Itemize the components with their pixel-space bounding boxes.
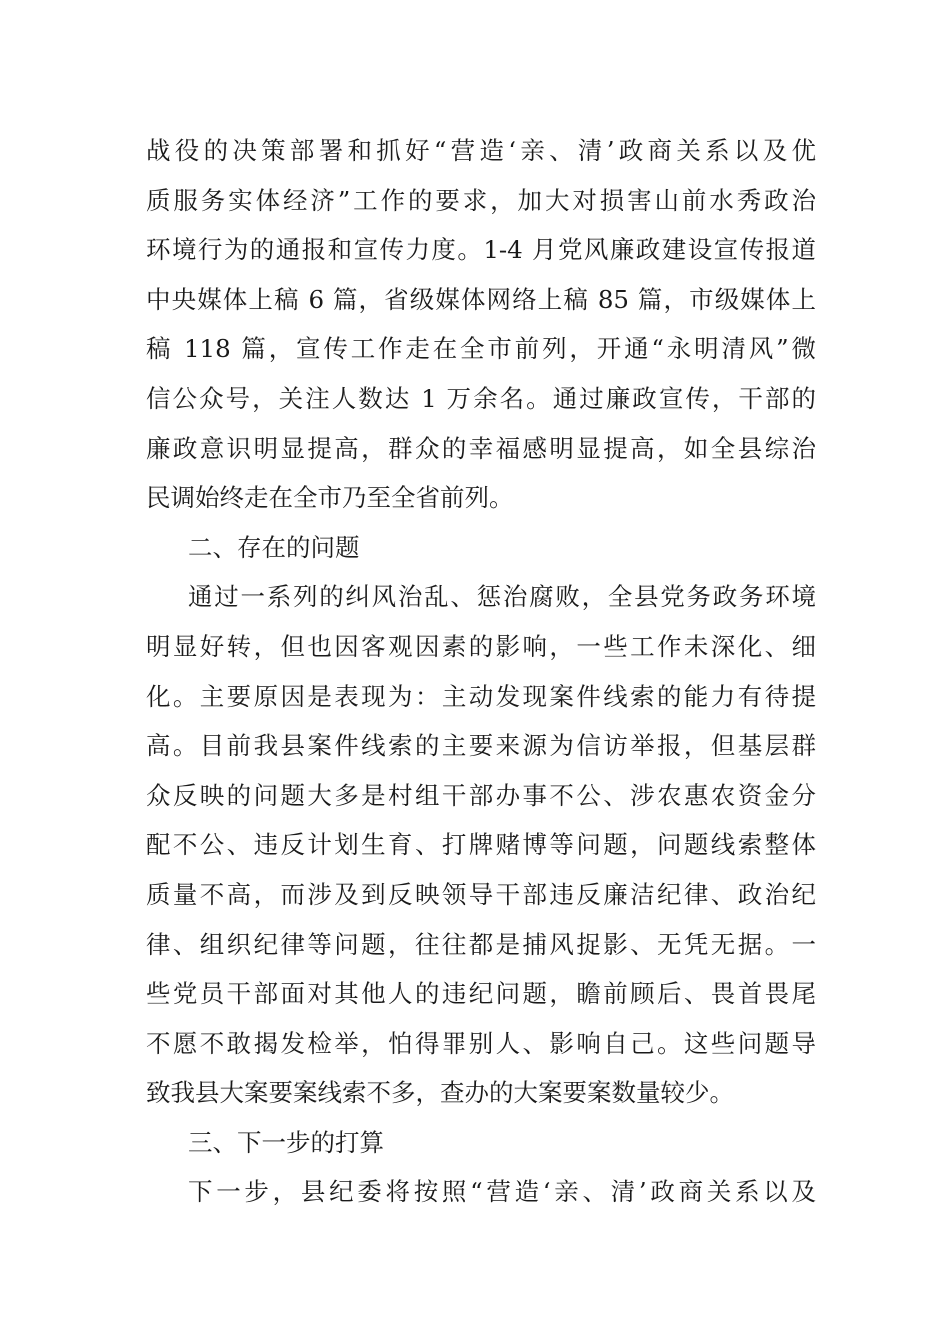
- paragraph-line: 民调始终走在全市乃至全省前列。: [146, 483, 514, 513]
- paragraph-line: 质量不高，而涉及到反映领导干部违反廉洁纪律、政治纪: [146, 879, 816, 909]
- paragraph-line: 通过一系列的纠风治乱、惩治腐败，全县党务政务环境: [188, 582, 816, 612]
- paragraph-line: 高。目前我县案件线索的主要来源为信访举报，但基层群: [146, 731, 816, 761]
- section-heading-problems: 二、存在的问题: [188, 532, 360, 562]
- paragraph-line: 律、组织纪律等问题，往往都是捕风捉影、无凭无据。一: [146, 929, 816, 959]
- paragraph-line: 廉政意识明显提高，群众的幸福感明显提高，如全县综治: [146, 433, 816, 463]
- paragraph-line: 稿 118 篇，宣传工作走在全市前列，开通“永明清风”微: [146, 334, 816, 364]
- paragraph-line: 质服务实体经济”工作的要求，加大对损害山前水秀政治: [146, 185, 816, 215]
- paragraph-line: 明显好转，但也因客观因素的影响，一些工作未深化、细: [146, 631, 816, 661]
- paragraph-line: 中央媒体上稿 6 篇，省级媒体网络上稿 85 篇，市级媒体上: [146, 284, 816, 314]
- paragraph-line: 信公众号，关注人数达 1 万余名。通过廉政宣传，干部的: [146, 383, 816, 413]
- paragraph-line: 配不公、违反计划生育、打牌赌博等问题，问题线索整体: [146, 830, 816, 860]
- paragraph-line: 不愿不敢揭发检举，怕得罪别人、影响自己。这些问题导: [146, 1028, 816, 1058]
- paragraph-line: 致我县大案要案线索不多，查办的大案要案数量较少。: [146, 1078, 734, 1108]
- section-heading-next-steps: 三、下一步的打算: [188, 1127, 384, 1157]
- paragraph-line: 战役的决策部署和抓好“营造‘亲、清’政商关系以及优: [146, 136, 816, 165]
- paragraph-line: 些党员干部面对其他人的违纪问题，瞻前顾后、畏首畏尾: [146, 979, 816, 1009]
- paragraph-line: 环境行为的通报和宣传力度。1-4 月党风廉政建设宣传报道: [146, 235, 816, 265]
- document-body: [146, 126, 816, 1217]
- paragraph-line: 化。主要原因是表现为：主动发现案件线索的能力有待提: [146, 681, 816, 711]
- paragraph-line: 下一步，县纪委将按照“营造‘亲、清’政商关系以及: [188, 1177, 816, 1207]
- paragraph-line: 众反映的问题大多是村组干部办事不公、涉农惠农资金分: [146, 780, 816, 810]
